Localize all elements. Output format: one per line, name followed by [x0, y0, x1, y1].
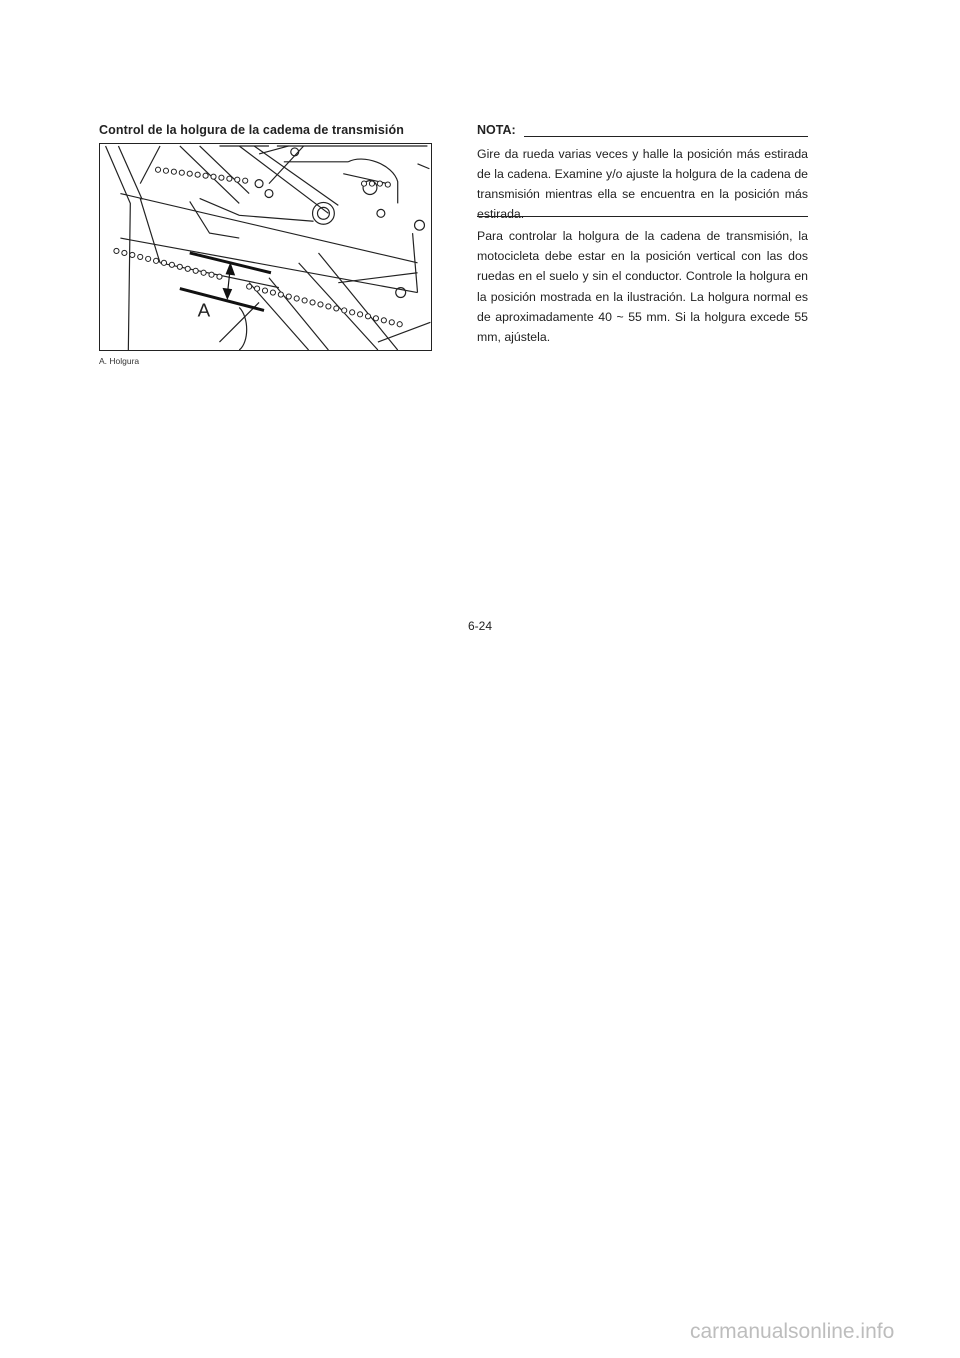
chain-drawing [100, 144, 431, 350]
chain-slack-illustration [99, 143, 432, 351]
body-paragraph: Para controlar la holgura de la cadena de transmisión, la motocicleta debe estar en la posición vertical con las dos ruedas en el suelo y sin el conductor. Controle la holgura en la posición mostrada en la ilustración. La holgura normal es de aproximadamente 40 ~ 55 mm. Si la holgura excede 55 mm, ajústela. [477, 229, 808, 345]
figure-caption: A. Holgura [99, 356, 140, 366]
watermark: carmanualsonline.info [690, 1320, 895, 1343]
section-title: Control de la holgura de la cadema de transmisión [99, 123, 404, 137]
note-text: Gire da rueda varias veces y halle la posición más estirada de la cadena. Examine y/o ajuste la holgura de la cadena de transmisión mientras ella se encuentra en la posición más estirada. [477, 147, 808, 221]
arrow-up-icon [226, 264, 234, 275]
note-heading [477, 123, 808, 139]
note-rule [524, 136, 808, 137]
note-label: NOTA: [477, 123, 516, 137]
note-end-rule [477, 216, 808, 217]
figure-label-a: A [197, 299, 211, 321]
arrow-down-icon [223, 289, 231, 299]
page-number: 6-24 [467, 619, 493, 633]
slack-lower-line [180, 289, 264, 311]
